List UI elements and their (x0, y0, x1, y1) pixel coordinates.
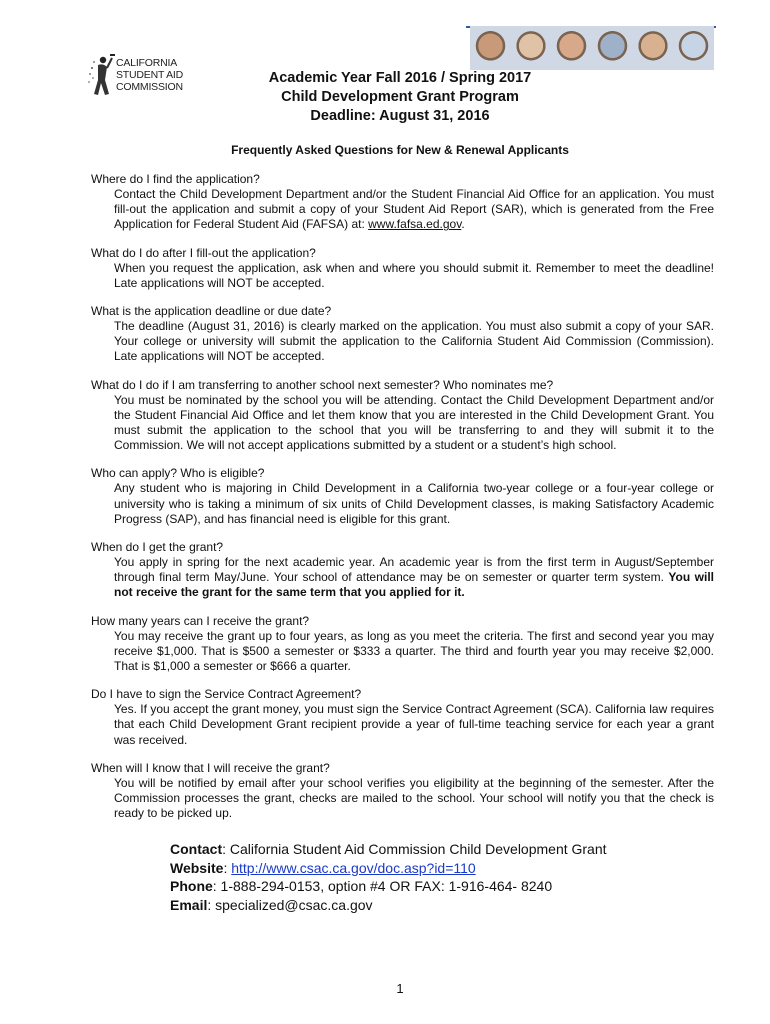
logo-line-1: CALIFORNIA (116, 57, 178, 69)
faq-answer-end: . (461, 217, 465, 232)
faq-item (91, 614, 714, 675)
title-line-2: Child Development Grant Program (281, 89, 519, 105)
contact-label: Contact (170, 841, 223, 857)
faq-answer-text: You apply in spring for the next academic year. An academic year is from the first term in August/September through final term May/June. Your school of attendance may be on semester or quarter term system. (114, 555, 714, 585)
phone-label: Phone (170, 878, 213, 894)
child-photo-2 (511, 26, 552, 70)
faq-item (91, 761, 714, 822)
child-photo-6 (673, 26, 714, 70)
faq-question: When will I know that I will receive the grant? (91, 760, 330, 775)
logo-line-3: COMMISSION (116, 81, 183, 93)
faq-answer (114, 187, 714, 233)
website-separator: : (223, 859, 232, 876)
email-label: Email (170, 896, 208, 913)
faq-item (91, 687, 714, 748)
faq-answer (114, 555, 714, 601)
faq-question: What do I do if I am transferring to another school next semester? Who nominates me? (91, 377, 554, 392)
faq-question: Who can apply? Who is eligible? (91, 466, 265, 481)
website-link[interactable]: http://www.csac.ca.gov/doc.asp?id=110 (231, 859, 476, 876)
phone-line (170, 877, 607, 896)
email-line (170, 896, 607, 915)
document-subtitle: Frequently Asked Questions for New & Renewal Applicants (231, 143, 569, 157)
child-photo-5 (633, 26, 674, 70)
title-line-3: Deadline: August 31, 2016 (310, 108, 490, 124)
email-value[interactable]: : specialized@csac.ca.gov (207, 896, 373, 913)
faq-item (91, 378, 714, 454)
faq-item (91, 172, 714, 233)
faq-answer: When you request the application, ask when and where you should submit it. Remember to meet the deadline! Late applications will NOT be accepted. (114, 260, 714, 290)
faq-answer: You will be notified by email after your school verifies you eligibility at the beginning of the semester. After the Commission processes the grant, checks are mailed to the school. Your school will notify you that the check is ready to be picked up. (114, 775, 714, 821)
contact-line (170, 840, 607, 859)
faq-answer-emphasis: You will not receive the grant for the same term that you applied for it. (114, 570, 714, 600)
faq-answer: You may receive the grant up to four years, as long as you meet the criteria. The first and second year you may receive $1,000. That is $500 a semester or $333 a quarter. The third and fourth year you may receive $2,000. That is $1,000 a semester or $666 a quarter. (114, 628, 714, 674)
document-title (0, 69, 770, 126)
faq-question: Where do I find the application? (91, 172, 260, 186)
logo-line-2: STUDENT AID (116, 69, 184, 81)
website-label: Website (170, 859, 224, 876)
faq-answer: The deadline (August 31, 2016) is clearly marked on the application. You must also submit a copy of your SAR. Your college or university will submit the application to the California Student Aid Commission (Commission). Late applications will NOT be accepted. (114, 319, 714, 364)
faq-question: What is the application deadline or due date? (91, 304, 332, 319)
children-photo-banner (470, 26, 714, 70)
faq-item (91, 466, 714, 527)
contact-value: : California Student Aid Commission Child Development Grant (222, 841, 607, 857)
child-photo-1 (470, 26, 511, 70)
page-number: 1 (396, 981, 404, 996)
faq-question: How many years can I receive the grant? (91, 613, 310, 628)
faq-answer: Any student who is majoring in Child Development in a California two-year college or a four-year college or university who is taking a minimum of six units of Child Development classes, is making Satisfactory Academic Progress (SAP), and has financial need is eligible for this grant. (114, 481, 714, 526)
child-photo-4 (592, 26, 633, 70)
contact-block (170, 840, 607, 914)
child-photo-3 (551, 26, 592, 70)
title-line-1: Academic Year Fall 2016 / Spring 2017 (268, 70, 532, 86)
faq-item (91, 246, 714, 291)
website-line (170, 859, 607, 878)
faq-answer: You must be nominated by the school you will be attending. Contact the Child Development Department and/or the Student Financial Aid Office and let them know that you are interested in the Child Development Grant. You must submit the application to the school that you will be transferring to and they will submit it to the Commission. We will not accept applications submitted by a student or a student’s high school. (114, 392, 714, 453)
faq-answer: Yes. If you accept the grant money, you must sign the Service Contract Agreement (SCA). California law requires that each Child Development Grant recipient provide a year of full-time teaching service for each year a grant was received. (114, 702, 714, 747)
faq-question: What do I do after I fill-out the application? (91, 245, 316, 260)
faq-list (91, 172, 714, 834)
phone-value: : 1-888-294-0153, option #4 OR FAX: 1-916-464- 8240 (212, 878, 553, 894)
faq-question: Do I have to sign the Service Contract Agreement? (91, 687, 362, 702)
faq-question: When do I get the grant? (91, 540, 224, 555)
faq-answer-text: Contact the Child Development Department and/or the Student Financial Aid Office for an application. You must fill-out the application and submit a copy of your Student Aid Report (SAR), which is generated from the Free Application for Federal Student Aid (FAFSA) at: (114, 187, 714, 232)
fafsa-link[interactable]: www.fafsa.ed.gov (368, 217, 462, 232)
faq-item (91, 304, 714, 365)
faq-item (91, 540, 714, 601)
